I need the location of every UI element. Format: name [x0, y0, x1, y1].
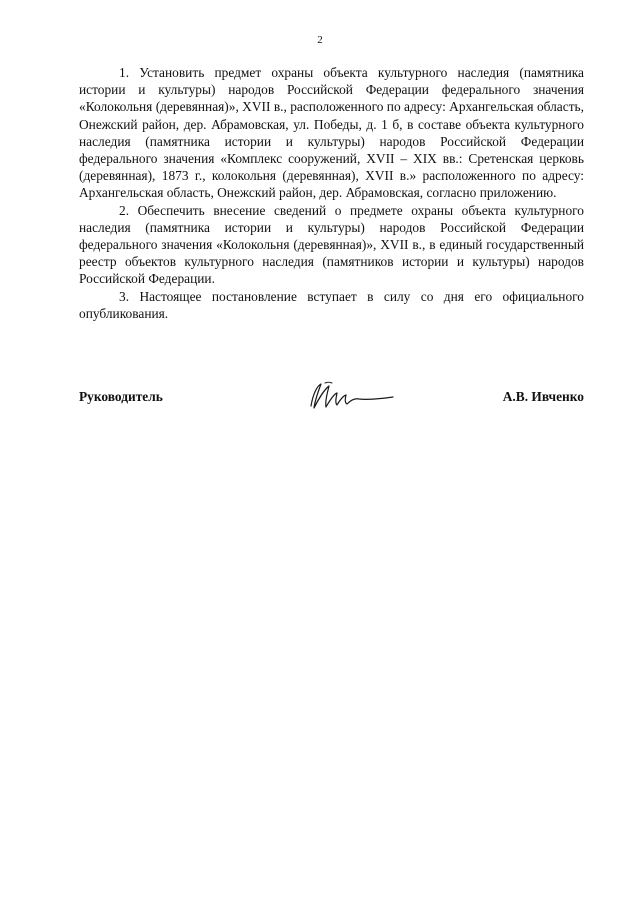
paragraph-1: 1. Установить предмет охраны объекта культурного наследия (памятника истории и культуры) народов Российской Федерации федерального значения «Колокольня (деревянная)», XVII в., расположенного по адресу: Архангельская область, Онежский район, дер. Абрамовская, ул. Победы, д. 1 б, в составе объекта культурного наследия (памятника истории и культуры) народов Российской Федерации федерального значения «Комплекс сооружений, XVII – XIX вв.: Сретенская церковь (деревянная), 1873 г., колокольня (деревянная), XVII в.» расположенного по адресу: Архангельская область, Онежский район, дер. Абрамовская, согласно приложению.	[79, 65, 584, 201]
document-body	[79, 64, 584, 322]
paragraph-3: 3. Настоящее постановление вступает в силу со дня его официального опубликования.	[79, 288, 584, 321]
signature-block	[79, 380, 584, 416]
paragraph-2: 2. Обеспечить внесение сведений о предмете охраны объекта культурного наследия (памятника истории и культуры) народов Российской Федерации федерального значения «Колокольня (деревянная)», XVII в., в единый государственный реестр объектов культурного наследия (памятников истории и культуры) народов Российской Федерации.	[79, 202, 584, 287]
signatory-title: Руководитель	[79, 389, 163, 404]
signatory-name: А.В. Ивченко	[502, 389, 584, 404]
page-number: 2	[317, 34, 323, 46]
handwritten-signature	[305, 380, 397, 414]
